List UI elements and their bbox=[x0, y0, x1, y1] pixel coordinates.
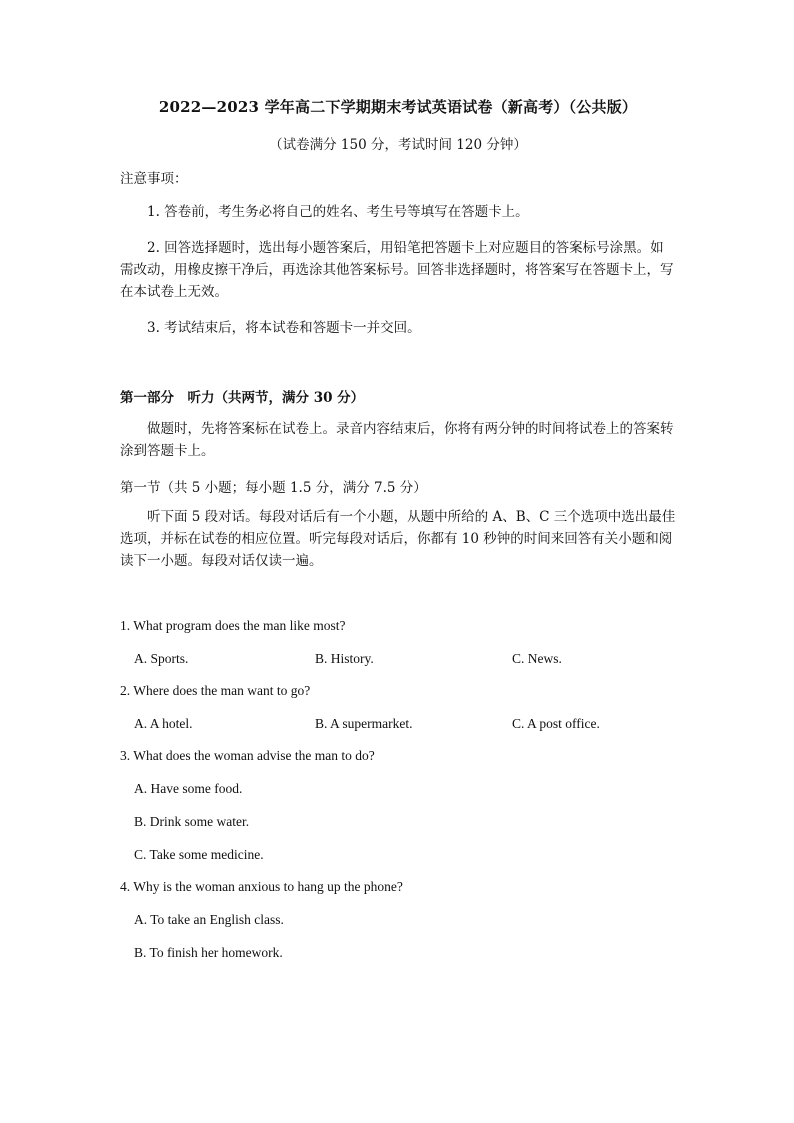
option-b: B. To finish her homework. bbox=[134, 945, 283, 960]
option-b: B. History. bbox=[315, 651, 374, 666]
question-text: 4. Why is the woman anxious to hang up the phone? bbox=[120, 879, 403, 894]
question-list bbox=[120, 618, 676, 961]
section1-instruction: 听下面 5 段对话。每段对话后有一个小题，从题中所给的 A、B、C 三个选项中选出最佳选项，并标在试卷的相应位置。听完每段对话后，你都有 10 秒钟的时间来回答有关小题和阅读下一小题。每段对话仅读一遍。 bbox=[120, 509, 676, 569]
option-b: B. A supermarket. bbox=[315, 716, 413, 731]
notes-heading: 注意事项： bbox=[120, 171, 188, 187]
question-text: 2. Where does the man want to go? bbox=[120, 683, 311, 698]
options bbox=[120, 781, 676, 863]
options bbox=[120, 912, 676, 961]
options bbox=[134, 716, 676, 732]
option-a: A. Have some food. bbox=[134, 781, 243, 796]
option-c: C. A post office. bbox=[512, 716, 600, 731]
question-text: 1. What program does the man like most? bbox=[120, 618, 346, 633]
note-item: 3. 考试结束后，将本试卷和答题卡一并交回。 bbox=[147, 320, 421, 336]
option-a: A. Sports. bbox=[134, 651, 189, 666]
part1-instruction: 做题时，先将答案标在试卷上。录音内容结束后，你将有两分钟的时间将试卷上的答案转涂到答题卡上。 bbox=[120, 421, 674, 459]
option-c: C. Take some medicine. bbox=[134, 847, 264, 862]
question-3 bbox=[120, 748, 676, 863]
question-2 bbox=[120, 683, 676, 732]
option-c: C. News. bbox=[512, 651, 562, 666]
part1-heading: 第一部分 听力（共两节，满分 30 分） bbox=[120, 390, 365, 406]
question-4 bbox=[120, 879, 676, 961]
options bbox=[134, 651, 676, 667]
question-1 bbox=[120, 618, 676, 667]
question-text: 3. What does the woman advise the man to do? bbox=[120, 748, 375, 763]
section1-heading: 第一节（共 5 小题；每小题 1.5 分，满分 7.5 分） bbox=[120, 480, 427, 496]
option-a: A. To take an English class. bbox=[134, 912, 284, 927]
exam-title: 2022—2023 学年高二下学期期末考试英语试卷（新高考）（公共版） bbox=[158, 98, 638, 116]
note-item: 1. 答卷前，考生务必将自己的姓名、考生号等填写在答题卡上。 bbox=[147, 204, 529, 220]
option-a: A. A hotel. bbox=[134, 716, 193, 731]
option-b: B. Drink some water. bbox=[134, 814, 250, 829]
exam-subtitle: （试卷满分 150 分，考试时间 120 分钟） bbox=[269, 137, 527, 153]
note-item: 2. 回答选择题时，选出每小题答案后，用铅笔把答题卡上对应题目的答案标号涂黑。如需改动，用橡皮擦干净后，再选涂其他答案标号。回答非选择题时，将答案写在答题卡上，写在本试卷上无效。 bbox=[120, 240, 674, 300]
